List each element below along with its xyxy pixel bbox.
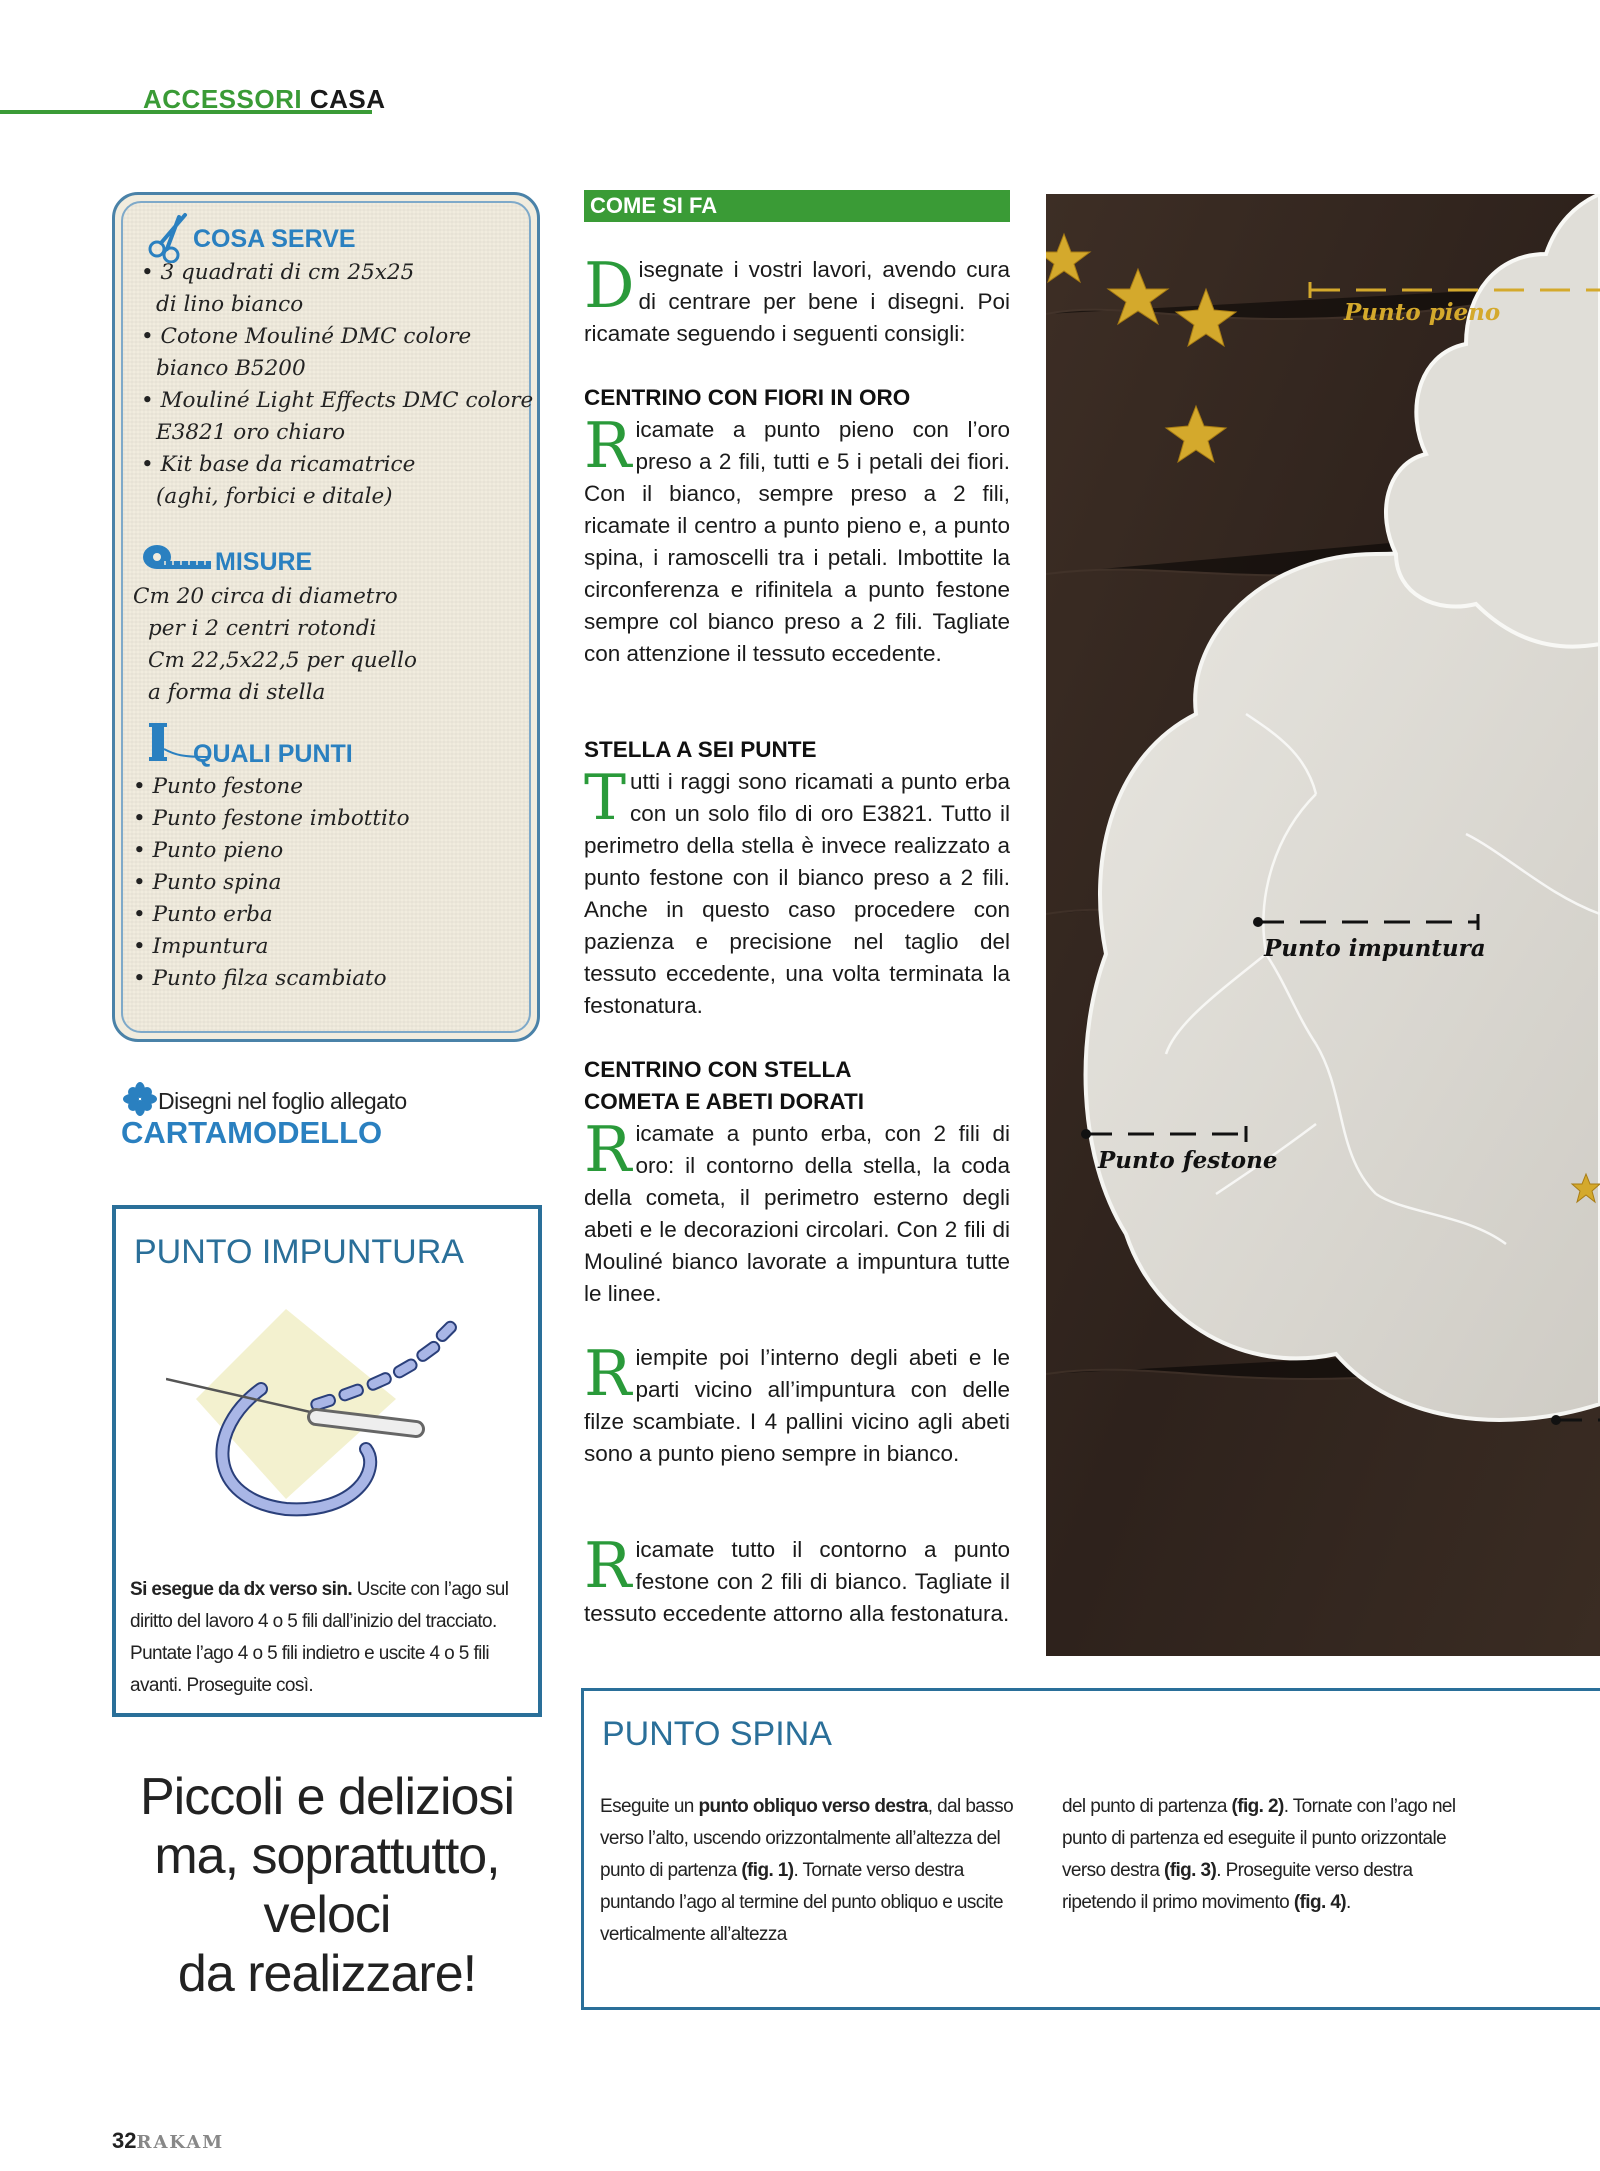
paragraph-abeti: Riempite poi l’interno degli abeti e le parti vicino all’impuntura con delle filze scambiate. I 4 pallini vicino agli abeti sono a punto pieno sempre in bianco. [584, 1337, 1010, 1466]
paragraph-cometa: Ricamate a punto erba, con 2 fili di oro: il contorno della stella, la coda della cometa, il perimetro esterno degli abeti e le decorazioni circolari. Con 2 fili di Mouliné bianco lavorate a impuntura tutte le linee. [584, 1113, 1010, 1306]
section-header [143, 84, 385, 115]
label-punto-impuntura: Punto impuntura [1264, 935, 1486, 962]
punto-spina-box [581, 1688, 1600, 2010]
misure-list [133, 581, 417, 709]
section-title-cometa-2: COMETA E ABETI DORATI [584, 1089, 864, 1114]
quali-punti-title: QUALI PUNTI [193, 740, 353, 768]
list-item: bianco B5200 [156, 356, 306, 381]
pull-quote: Piccoli e deliziosi ma, soprattutto, veloci da realizzare! [139, 1768, 515, 2003]
list-item: a forma di stella [148, 680, 326, 705]
list-item: • Impuntura [133, 934, 269, 959]
list-item: • Punto erba [133, 902, 273, 927]
embroidery-photo [1046, 194, 1600, 1656]
label-punto-festone: Punto festone [1098, 1147, 1278, 1174]
header-section: ACCESSORI [143, 84, 303, 114]
page-footer [112, 2128, 224, 2154]
cartamodello-note: Disegni nel foglio allegato [158, 1088, 407, 1114]
list-item: (aghi, forbici e ditale) [156, 484, 393, 509]
list-item: • Punto festone imbottito [133, 806, 410, 831]
magazine-name: RAKAM [136, 2132, 225, 2153]
paragraph-contorno: Ricamate tutto il contorno a punto festone con 2 fili di bianco. Tagliate il tessuto eccedente attorno alla festonatura. [584, 1529, 1010, 1626]
punto-spina-column-1: Eseguite un punto obliquo verso destra, dal basso verso l’alto, uscendo orizzontalmente all’altezza del punto di partenza (fig. 1). Tornate verso destra puntando l’ago al termine del punto obliquo e uscite verticalmente all’altezza [600, 1796, 1014, 1945]
paragraph-stella: Tutti i raggi sono ricamati a punto erba con un solo filo di oro E3821. Tutto il perimetro della stella è invece realizzato a punto festone con il bianco preso a 2 fili. Anche in questo caso procedere con pazienza e precisione nel taglio del tessuto eccedente, una volta terminata la festonatura. [584, 761, 1010, 1018]
list-item: • 3 quadrati di cm 25x25 [141, 260, 415, 285]
list-item: Cm 22,5x22,5 per quello [148, 648, 418, 673]
punto-spina-title: PUNTO SPINA [602, 1715, 832, 1753]
list-item: Cm 20 circa di diametro [133, 584, 398, 609]
tape-measure-icon [141, 539, 213, 575]
materials-box-inner [121, 201, 534, 1033]
punto-impuntura-title: PUNTO IMPUNTURA [134, 1233, 464, 1271]
punti-list [133, 771, 410, 995]
punto-impuntura-text: Si esegue da dx verso sin. Uscite con l’ago sul diritto del lavoro 4 o 5 fili dall’inizio del tracciato. Puntate l’ago 4 o 5 fili indietro e uscite 4 o 5 fili avanti. Proseguite così. [130, 1579, 509, 1696]
punto-impuntura-box [112, 1205, 542, 1717]
list-item: • Kit base da ricamatrice [141, 452, 416, 477]
header-category: CASA [309, 84, 386, 114]
materials-box [112, 192, 540, 1042]
section-title-stella: STELLA A SEI PUNTE [584, 737, 817, 762]
list-item: • Punto filza scambiato [133, 966, 387, 991]
label-punto-pieno: Punto pieno [1344, 299, 1501, 326]
page-number: 32 [112, 2128, 137, 2153]
asterisk-icon [123, 1082, 157, 1116]
misure-title: MISURE [215, 548, 313, 576]
list-item: E3821 oro chiaro [156, 420, 346, 445]
list-item: • Cotone Mouliné DMC colore [141, 324, 472, 349]
punto-spina-column-2: del punto di partenza (fig. 2). Tornate con l’ago nel punto di partenza ed eseguite il punto orizzontale verso destra (fig. 3). Proseguite verso destra ripetendo il primo movimento (fig. 4). [1062, 1796, 1456, 1913]
materials-list [141, 257, 533, 513]
cartamodello-title: CARTAMODELLO [121, 1115, 383, 1150]
cosa-serve-title: COSA SERVE [193, 225, 356, 253]
intro-paragraph: Disegnate i vostri lavori, avendo cura di centrare per bene i disegni. Poi ricamate seguendo i seguenti consigli: [584, 249, 1010, 346]
list-item: • Punto spina [133, 870, 282, 895]
come-si-fa-title: COME SI FA [584, 190, 1010, 222]
paragraph-fiori: Ricamate a punto pieno con l’oro preso a 2 fili, tutti e 5 i petali dei fiori. Con il bianco, sempre preso a 2 fili, ricamate il centro a punto pieno e, a punto spina, i ramoscelli tra i petali. Imbottite la circonferenza e rifinitela a punto festone sempre col bianco preso a 2 fili. Tagliate con attenzione il tessuto eccedente. [584, 409, 1010, 666]
section-title-fiori: CENTRINO CON FIORI IN ORO [584, 385, 911, 410]
scissors-icon [145, 211, 191, 263]
list-item: • Mouliné Light Effects DMC colore [141, 388, 534, 413]
list-item: • Punto pieno [133, 838, 284, 863]
list-item: di lino bianco [156, 292, 304, 317]
section-title-cometa-1: CENTRINO CON STELLA [584, 1057, 852, 1082]
impuntura-diagram [166, 1299, 506, 1539]
list-item: • Punto festone [133, 774, 303, 799]
list-item: per i 2 centri rotondi [148, 616, 377, 641]
